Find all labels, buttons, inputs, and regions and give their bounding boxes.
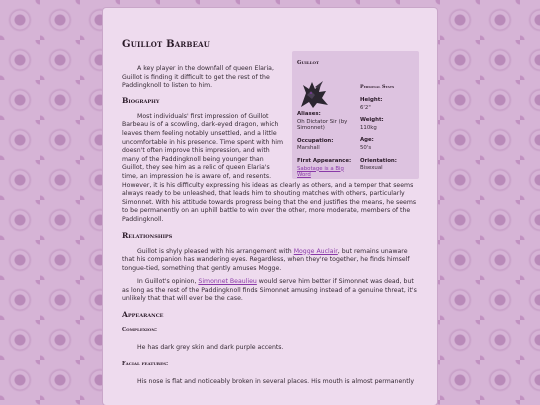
age-label: Age: <box>360 137 374 144</box>
height-label: Height: <box>360 97 383 103</box>
character-infobox <box>292 51 419 179</box>
intro-paragraph: A key player in the downfall of queen Elaria, Guillot is finding it difficult to get the rest of the Paddingknoll to listen to him. <box>122 65 274 90</box>
dragon-portrait-image <box>297 77 331 109</box>
relationships-heading: Relationships <box>122 230 173 240</box>
relationship-simonnet-paragraph <box>122 278 418 304</box>
weight-label: Weight: <box>360 117 384 124</box>
relationship-mogge-paragraph <box>122 248 418 274</box>
relationship-simonnet-text-end: would serve him better if Simonnet was dead, but as long as the rest of the Paddingknoll finds Simonnet amusing instead of a genuine threat, it's unlikely that that will ever be the case. <box>122 278 417 303</box>
weight-value: 110kg <box>360 124 377 131</box>
infobox-right-column <box>360 97 416 173</box>
relationship-mogge-text-start: Guillot is shyly pleased with his arrangement with <box>137 247 294 255</box>
article-content <box>122 39 418 391</box>
page-title: Guillot Barbeau <box>122 39 211 50</box>
facial-features-paragraph: His nose is flat and noticeably broken in several places. His mouth is almost permanently <box>137 377 415 385</box>
first-appearance-link[interactable]: Sabotage is a Big Word <box>297 165 344 179</box>
biography-paragraph: Most individuals' first impression of Guillot Barbeau is of a scowling, dark-eyed dragon, which leaves them feeling notably unsettled, and a little uncomfortable in his presence. Time spent with him doesn't often improve this impression, and with many of the Paddingknoll being younger than Guillot, they see him as a relic of queen Elaria's time, an impression he is aware of, and resents. However, it is his difficulty expressing his ideas as clearly as others, and a temper that seems always ready to be unleashed, that leads him to shouting matches with others, particularly Simonnet. With his attitude towards progress being that the end justifies the means, he seems to be permanently on an uphill battle to win over the other, more moderate, members of the Paddingknoll. <box>122 112 417 223</box>
personal-stats-heading: Personal Stats <box>360 84 395 90</box>
complexion-heading: Complexion: <box>122 327 157 334</box>
occupation-value: Marshall <box>297 145 320 152</box>
relationship-simonnet-text-start: In Guillot's opinion, <box>137 278 199 286</box>
appearance-heading: Appearance <box>122 310 164 320</box>
aliases-label: Aliases: <box>297 111 321 117</box>
mogge-auclair-link[interactable]: Mogge Auclair <box>293 247 338 255</box>
orientation-value: Bisexual <box>360 165 383 172</box>
infobox-left-column <box>297 111 355 180</box>
aliases-value: Oh Dictator Sir (by Simonnet) <box>297 118 348 132</box>
complexion-paragraph: He has dark grey skin and dark purple accents. <box>137 344 284 352</box>
orientation-label: Orientation: <box>360 157 397 164</box>
height-value: 6'2" <box>360 104 371 111</box>
relationship-mogge-text-end: , but remains unaware that his companion has wandering eyes. Regardless, when they're together, he finds himself tongue-tied, something that gently amuses Mogge. <box>122 247 410 272</box>
biography-heading: Biography <box>122 95 160 105</box>
article-panel <box>103 8 437 405</box>
age-value: 50's <box>360 144 372 151</box>
occupation-label: Occupation: <box>297 137 334 144</box>
infobox-title: Guillot <box>297 60 319 66</box>
facial-features-heading: Facial features: <box>122 360 168 367</box>
first-appearance-label: First Appearance: <box>297 157 352 164</box>
simonnet-beaulieu-link[interactable]: Simonnet Beaulieu <box>198 278 257 286</box>
